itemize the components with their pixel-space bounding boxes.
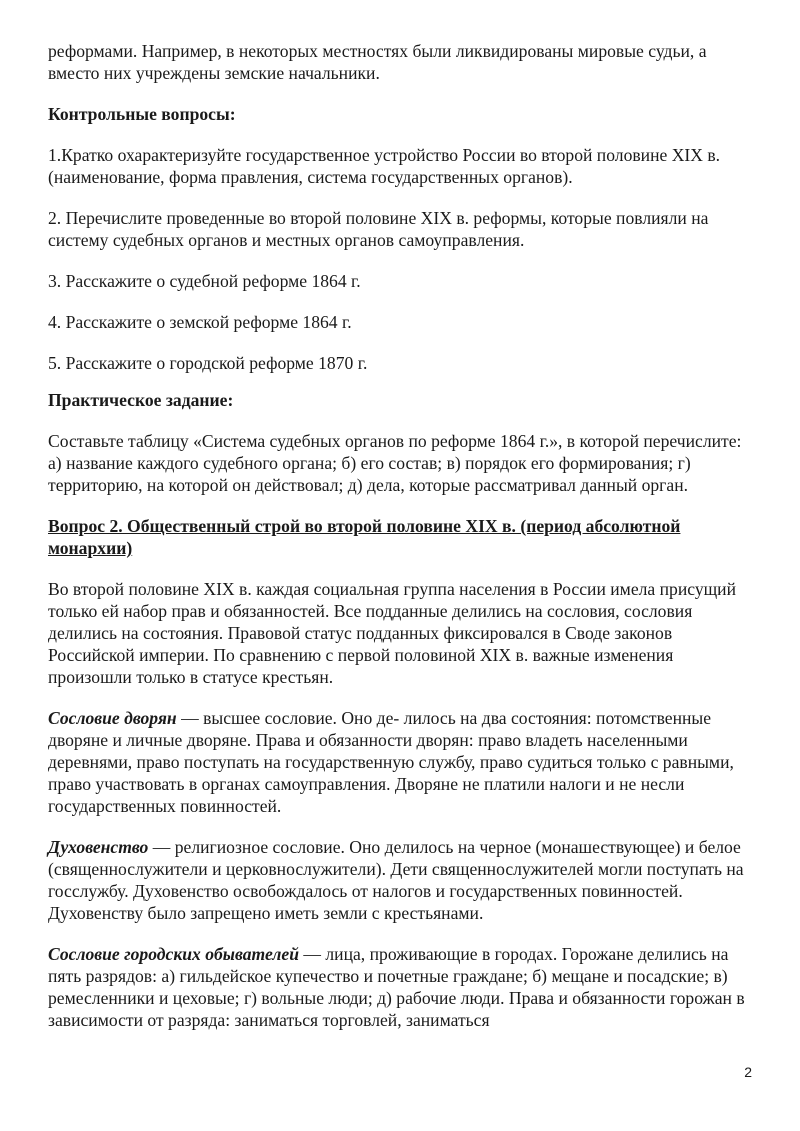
section-2-title: Вопрос 2. Общественный строй во второй половине XIX в. (период абсолютной монархии) (48, 516, 681, 558)
clergy-term: Духовенство (48, 837, 149, 857)
clergy-text: — религиозное сословие. Оно делилось на черное (монашествующее) и белое (священнослужители и церковнослужители). Дети священнослужителей могли поступать на госслужбу. Духовенство освобождалось от налогов и государственных повинностей. Духовенству было запрещено иметь земли с крестьянами. (48, 837, 744, 923)
control-questions-heading: Контрольные вопросы: (48, 104, 236, 124)
nobility-text: — высшее сословие. Оно де- лилось на два состояния: потомственные дворяне и личные дворяне. Права и обязанности дворян: право владеть населенными деревнями, право поступать на государственную службу, право судиться только с равными, право участвовать в органах самоуправления. Дворяне не платили налоги и не несли государственных повинностей. (48, 708, 734, 816)
townspeople-text: — лица, проживающие в городах. Горожане делились на пять разрядов: а) гильдейское купечество и почетные граждане; б) мещане и посадские; в) ремесленники и цеховые; г) вольные люди; д) рабочие люди. Права и обязанности горожан в зависимости от разряда: заниматься торговлей, заниматься (48, 944, 745, 1030)
control-question-4: 4. Расскажите о земской реформе 1864 г. (48, 312, 352, 332)
section-2-intro: Во второй половине XIX в. каждая социальная группа населения в России имела присущий только ей набор прав и обязанностей. Все подданные делились на сословия, сословия делились на состояния. Правовой статус подданных фиксировался в Своде законов Российской империи. По сравнению с первой половиной XIX в. важные изменения произошли только в статусе крестьян. (48, 579, 736, 687)
practical-task-text: Составьте таблицу «Система судебных органов по реформе 1864 г.», в которой перечислите: а) название каждого судебного органа; б) его состав; в) порядок его формирования; г) территорию, на которой он действовал; д) дела, которые рассматривал данный орган. (48, 431, 742, 495)
intro-continuation: реформами. Например, в некоторых местностях были ликвидированы мировые судьи, а вместо них учреждены земские начальники. (48, 41, 707, 83)
control-question-5: 5. Расскажите о городской реформе 1870 г. (48, 353, 368, 373)
nobility-term: Сословие дворян (48, 708, 177, 728)
control-question-3: 3. Расскажите о судебной реформе 1864 г. (48, 271, 361, 291)
practical-task-heading: Практическое задание: (48, 390, 234, 410)
control-question-2: 2. Перечислите проведенные во второй половине XIX в. реформы, которые повлияли на систему судебных органов и местных органов самоуправления. (48, 208, 709, 250)
townspeople-term: Сословие городских обывателей (48, 944, 299, 964)
townspeople-paragraph (48, 943, 758, 1031)
control-question-1: 1.Кратко охарактеризуйте государственное устройство России во второй половине XIX в. (наименование, форма правления, система государственных органов). (48, 145, 721, 187)
nobility-paragraph (48, 707, 758, 817)
document-page (48, 40, 758, 1050)
clergy-paragraph (48, 836, 758, 924)
page-number: 2 (744, 1064, 752, 1080)
